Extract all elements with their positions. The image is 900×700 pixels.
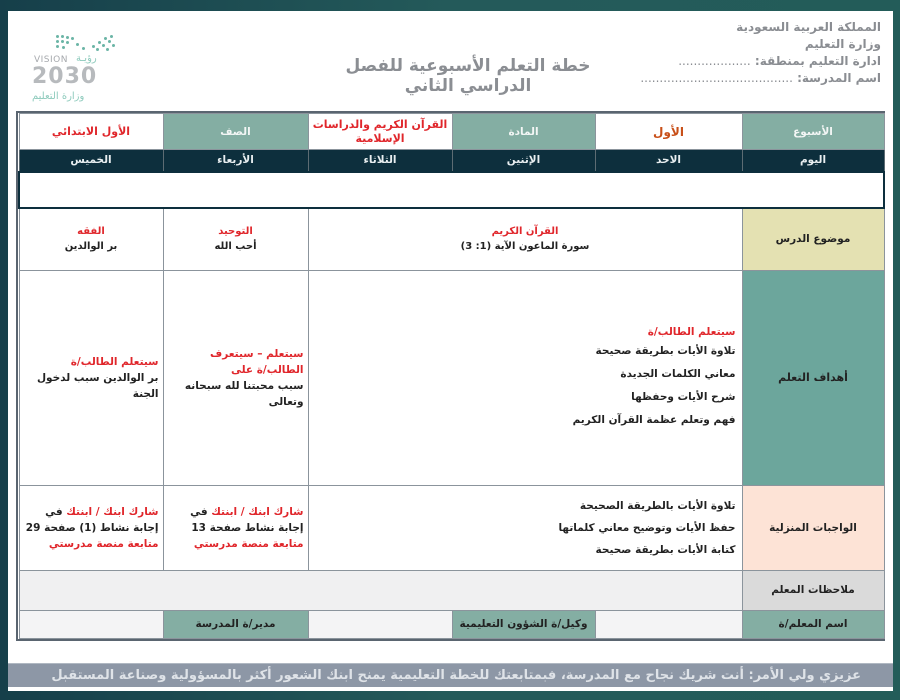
lesson-topic-tawheed[interactable]: [163, 208, 308, 270]
quran-goal-item: معاني الكلمات الجديدة: [620, 367, 736, 380]
homework-item: تلاوة الأيات بالطريقة الصحيحة: [579, 500, 736, 513]
tawheed-goal-text: سبب محبتنا لله سبحانه وتعالى: [184, 379, 304, 408]
deputy-field[interactable]: [308, 610, 452, 638]
logo-vision-ar-text: رؤيـة: [76, 53, 97, 64]
day-wednesday: الأربعاء: [163, 150, 308, 172]
tawheed-share-text: شارك ابنك / ابنتك: [211, 506, 304, 519]
learning-goals-row: [19, 270, 884, 486]
day-sunday: الاحد: [595, 150, 742, 172]
lesson-topic-quran[interactable]: [308, 208, 742, 270]
day-monday: الإثنين: [452, 150, 595, 172]
day-header-label: اليوم: [742, 150, 884, 172]
week-value[interactable]: الأول: [595, 114, 742, 150]
school-value[interactable]: ........................................: [640, 71, 793, 85]
document-page: [8, 11, 893, 691]
homework-quran[interactable]: [308, 486, 742, 570]
school-label: اسم المدرسة:: [797, 71, 881, 85]
learning-goals-quran[interactable]: [308, 270, 742, 486]
weekly-plan-table: [16, 111, 885, 641]
teacher-notes-row: [19, 570, 884, 610]
teacher-name-field[interactable]: [595, 610, 742, 638]
homework-item: حفظ الأيات وتوضيح معاني كلماتها: [558, 522, 736, 535]
day-tuesday: الثلاثاء: [308, 150, 452, 172]
day-thursday: الخميس: [19, 150, 163, 172]
tawheed-goals-intro: سيتعلم – سيتعرف الطالب/ة على: [210, 347, 304, 376]
week-label: الأسبوع: [742, 114, 884, 150]
teacher-notes-field[interactable]: [19, 570, 742, 610]
region-value[interactable]: ...................: [678, 54, 751, 68]
learning-goals-tawheed[interactable]: [163, 270, 308, 486]
deputy-label: وكيل/ة الشؤون التعليمية: [452, 610, 595, 638]
tawheed-subject: التوحيد: [218, 226, 253, 238]
fiqh-subject: الفقه: [77, 226, 105, 238]
teacher-notes-label: ملاحظات المعلم: [742, 570, 884, 610]
fiqh-fi-text: في: [45, 506, 63, 519]
school-line: [640, 70, 881, 87]
subject-label: المادة: [452, 114, 595, 150]
fiqh-goal-text: بر الوالدين سبب لدخول الجنة: [36, 371, 159, 400]
quran-goal-item: تلاوة الأيات بطريقة صحيحة: [595, 344, 736, 357]
tawheed-fi-text: في: [190, 506, 208, 519]
homework-fiqh[interactable]: [19, 486, 163, 570]
quran-goals-intro: سيتعلم الطالب/ة: [647, 325, 736, 338]
learning-goals-label: أهداف التعلم: [742, 270, 884, 486]
quran-subject: القرآن الكريم: [491, 226, 559, 238]
ministry-name: وزارة التعليم: [804, 37, 881, 51]
parent-message-banner: عزيزي ولي الأمر: أنت شريك نجاح مع المدرسة، فبمتابعتك للخطة التعليمية يمنح ابنك الشعور أكثر بالمسؤولية وصناعة المستقبل: [8, 663, 893, 687]
fiqh-share-text: شارك ابنك / ابنتك: [66, 506, 159, 519]
quran-topic: سورة الماعون الآية (1: 3): [460, 241, 590, 253]
blank-cell[interactable]: [19, 172, 884, 208]
days-header-row: [19, 150, 884, 172]
region-label: ادارة التعليم بمنطقة:: [754, 54, 881, 68]
tawheed-topic: أحب الله: [214, 241, 257, 253]
homework-label: الواجبات المنزلية: [742, 486, 884, 570]
signatures-row: [19, 610, 884, 638]
principal-field[interactable]: [19, 610, 163, 638]
logo-ministry-text: وزارة التعليم: [32, 91, 85, 102]
fiqh-goals-intro: سيتعلم الطالب/ة: [70, 355, 159, 368]
quran-goal-item: فهم وتعلم عظمة القرآن الكريم: [572, 413, 736, 426]
grade-value[interactable]: الأول الابتدائي: [19, 114, 163, 150]
homework-row: [19, 486, 884, 570]
tawheed-homework-text: إجابة نشاط صفحة 13: [191, 522, 304, 535]
subject-value[interactable]: القرآن الكريم والدراسات الإسلامية: [308, 114, 452, 150]
vision-2030-logo: [24, 33, 124, 108]
learning-goals-fiqh[interactable]: [19, 270, 163, 486]
region-line: [640, 53, 881, 70]
header-info: [640, 19, 881, 87]
fiqh-topic: بر الوالدين: [64, 241, 118, 253]
kingdom-name: المملكة العربية السعودية: [736, 20, 881, 34]
logo-vision-text: VISION: [34, 55, 68, 65]
principal-label: مدير/ة المدرسة: [163, 610, 308, 638]
lesson-topic-fiqh[interactable]: [19, 208, 163, 270]
blank-row: [19, 172, 884, 208]
homework-item: كتابة الأيات بطريقة صحيحة: [595, 544, 736, 557]
lesson-topic-row: [19, 208, 884, 270]
quran-goal-item: شرح الأيات وحفظها: [631, 390, 736, 403]
plan-info-row: [19, 114, 884, 150]
lesson-topic-label: موضوع الدرس: [742, 208, 884, 270]
teacher-name-label: اسم المعلم/ة: [742, 610, 884, 638]
logo-year: 2030: [32, 64, 98, 89]
homework-tawheed[interactable]: [163, 486, 308, 570]
grade-label: الصف: [163, 114, 308, 150]
fiqh-homework-text: إجابة نشاط (1) صفحة 29: [25, 522, 159, 535]
page-title: خطة التعلم الأسبوعية للفصل الدراسي الثاني: [345, 56, 591, 96]
fiqh-follow-text: متابعة منصة مدرستي: [48, 538, 159, 551]
tawheed-follow-text: متابعة منصة مدرستي: [193, 538, 304, 551]
